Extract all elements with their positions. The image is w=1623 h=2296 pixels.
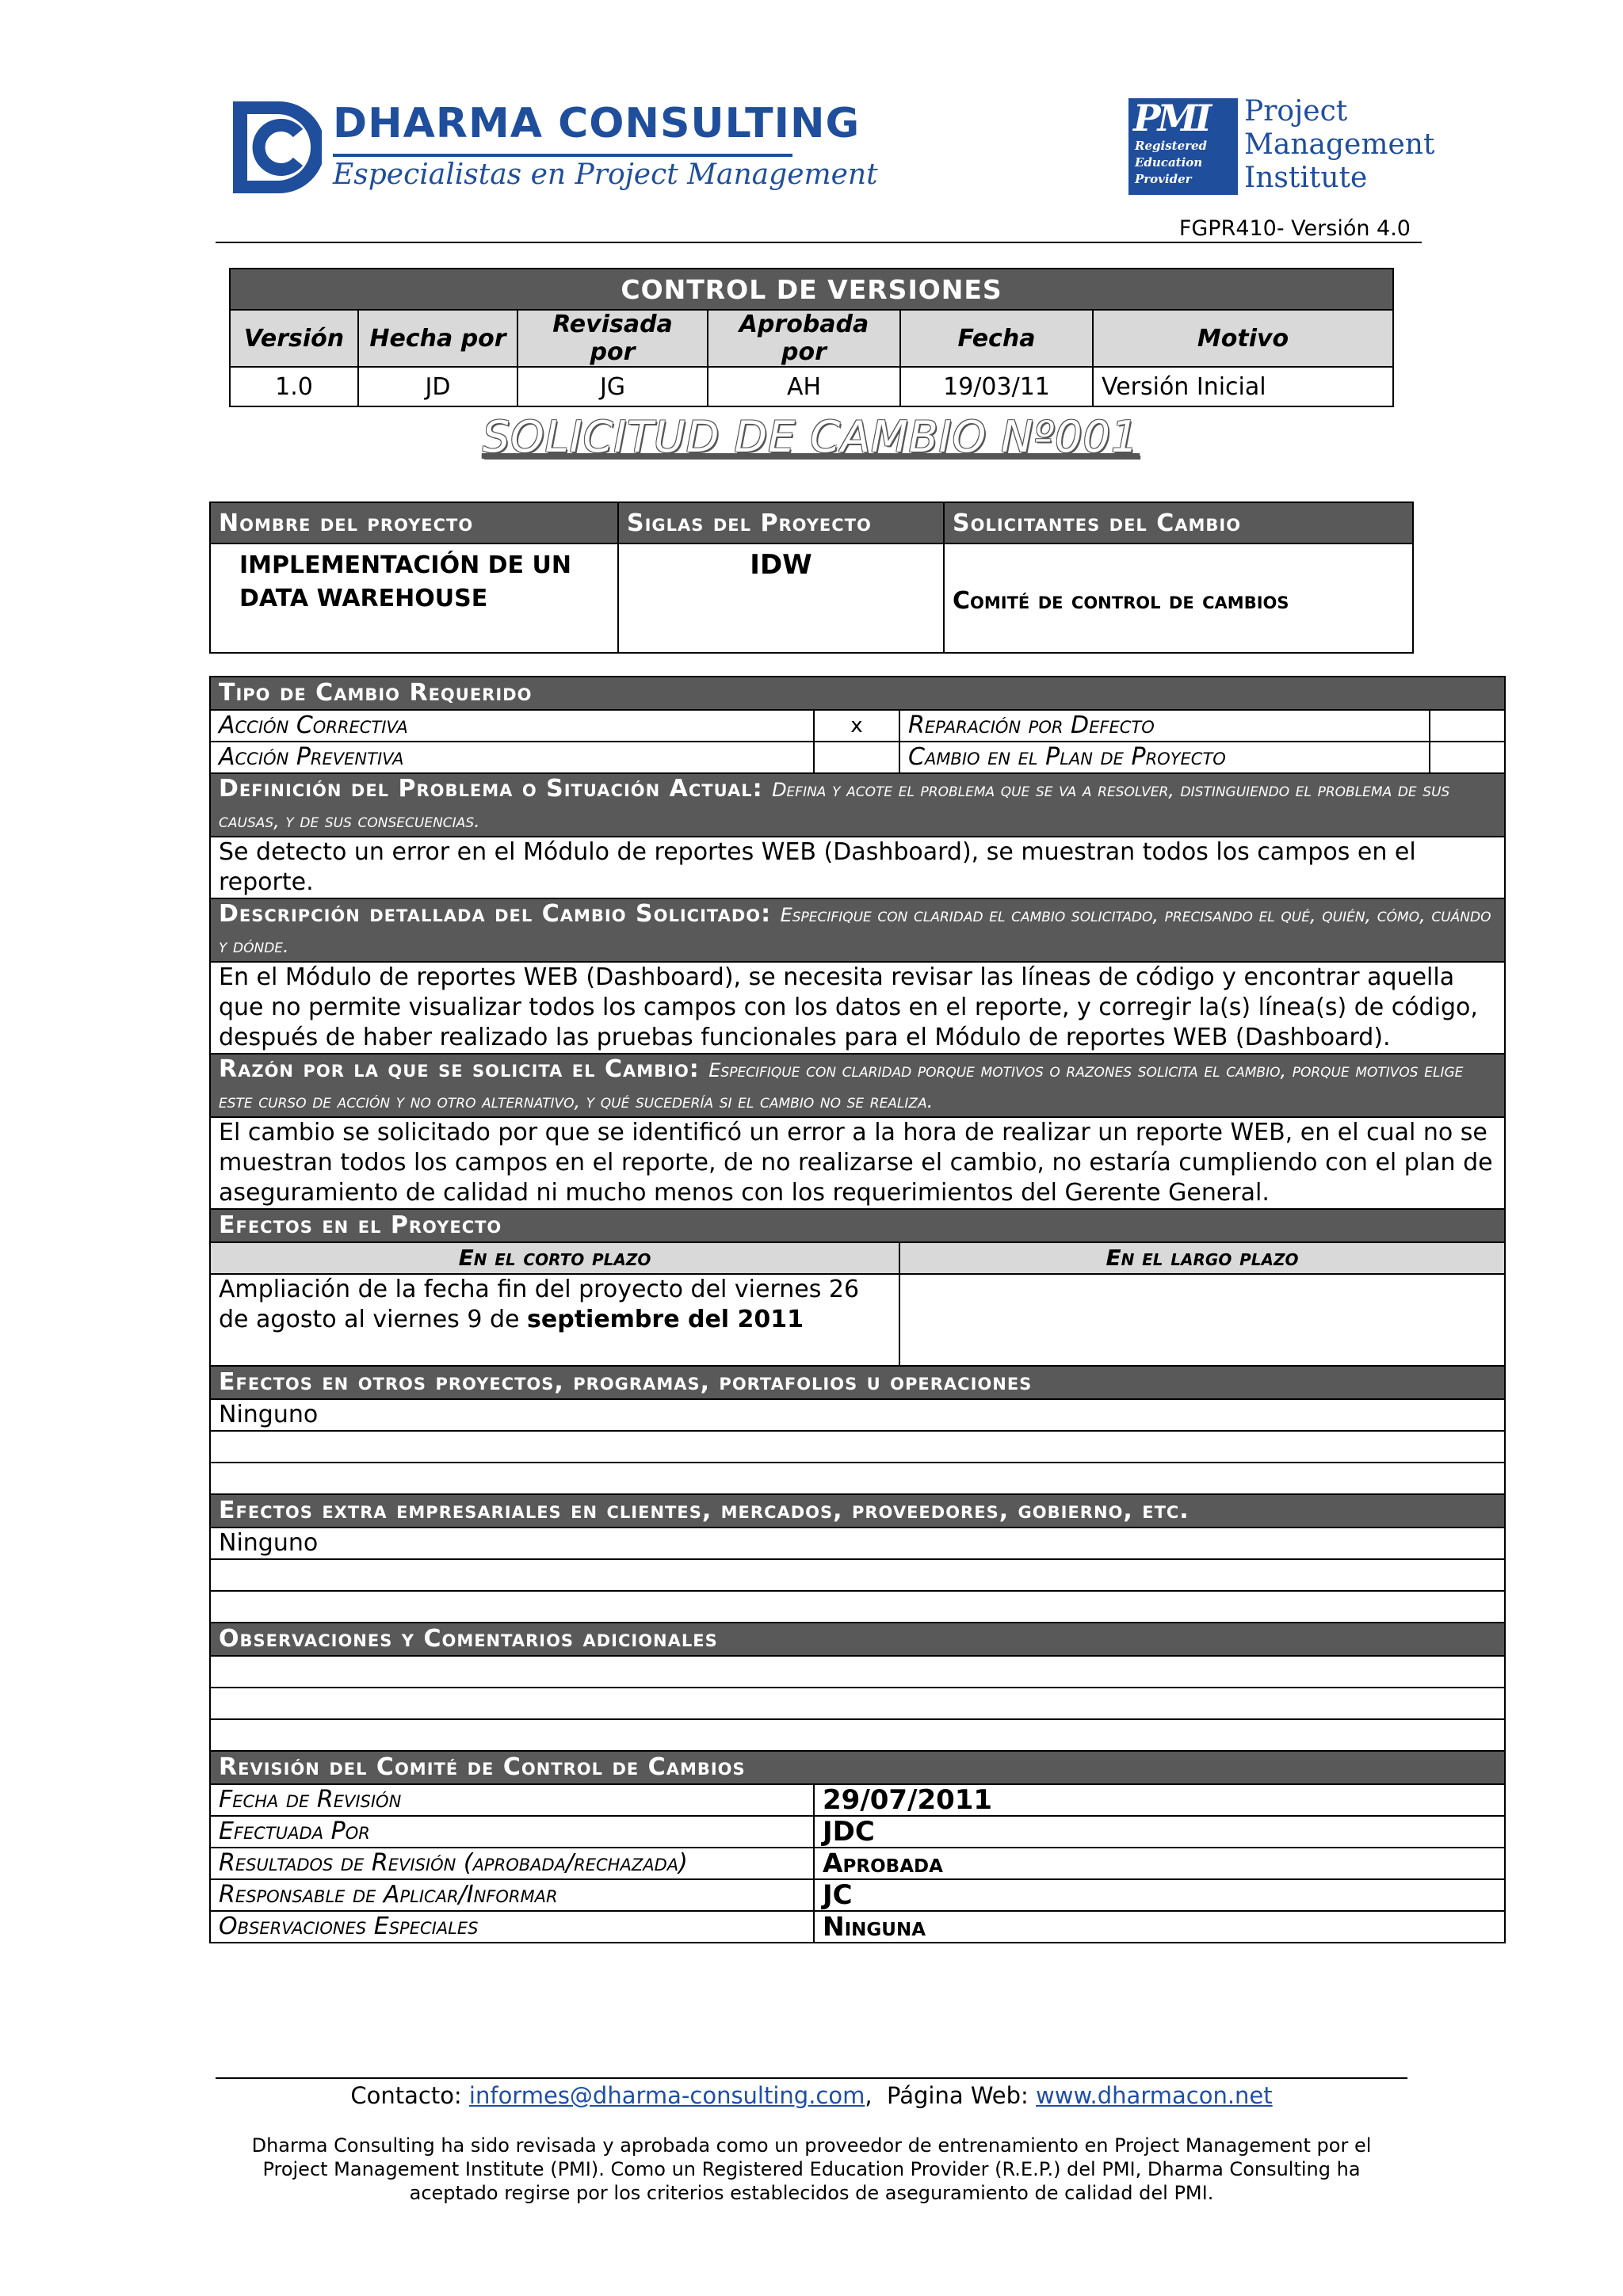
- review-row: [210, 1816, 1505, 1848]
- observations-field: [210, 1656, 1505, 1688]
- review-title: Revisión del Comité de Control de Cambios: [210, 1751, 1505, 1784]
- project-name-header: Nombre del proyecto: [210, 502, 618, 543]
- reason-text: El cambio se solicitado por que se identificó un error a la hora de realizar un reporte WEB, en el cual no se muestran todos los campos en el reporte, de no realizarse el cambio, no estaría cumpliendo con el plan de aseguramiento de calidad ni mucho menos con los requerimientos del Gerente General.: [210, 1117, 1505, 1209]
- website-link[interactable]: www.dharmacon.net: [1036, 2082, 1273, 2109]
- reviewed-by-header: Revisada por: [517, 310, 708, 367]
- blank-row: [210, 1719, 1505, 1751]
- project-value-row: [210, 543, 1413, 653]
- review-result-label: Resultados de Revisión (aprobada/rechazada): [210, 1848, 814, 1879]
- review-result-value: Aprobada: [814, 1848, 1505, 1879]
- reason-section-header: [210, 1054, 1505, 1117]
- problem-section-header: [210, 773, 1505, 837]
- effects-project-row: [210, 1274, 1505, 1366]
- short-term-text: Ampliación de la fecha fin del proyecto del viernes 26 de agosto al viernes 9 de: [219, 1276, 860, 1333]
- footer-contact: Contacto: informes@dharma-consulting.com, Página Web: www.dharmacon.net: [350, 2082, 1273, 2109]
- version-cell: 1.0: [230, 367, 358, 406]
- web-label: Página Web:: [887, 2082, 1029, 2109]
- blank-row: [210, 1591, 1505, 1623]
- change-request-table: [209, 676, 1506, 1943]
- header-divider: [216, 242, 1422, 243]
- description-title: Descripción detallada del Cambio Solicitado:: [219, 900, 772, 928]
- pmi-logo-letters: PMI: [1133, 97, 1209, 139]
- reason-note: Especifique con claridad porque motivos o razones solicita el cambio, porque motivos elige este curso de acción y no otro alternativo, y qué sucedería si el cambio no se realiza.: [219, 1059, 1464, 1112]
- footer-divider: [216, 2077, 1407, 2079]
- blank-row: [210, 1431, 1505, 1463]
- made-by-cell: JD: [358, 367, 517, 406]
- short-term-header: En el corto plazo: [210, 1242, 899, 1274]
- version-control-table: [229, 268, 1394, 407]
- dharma-logo-tagline: Especialistas en Project Management: [333, 158, 878, 191]
- date-cell: 19/03/11: [900, 367, 1093, 406]
- change-type-row: [210, 710, 1505, 742]
- reviewed-by-value: JDC: [814, 1816, 1505, 1848]
- project-name-value: IMPLEMENTACIÓN DE UN DATA WAREHOUSE: [210, 543, 618, 653]
- version-control-title: CONTROL DE VERSIONES: [230, 269, 1393, 310]
- project-info-table: [209, 502, 1414, 654]
- effects-other-text: Ninguno: [210, 1399, 1505, 1431]
- short-term-effect: [210, 1274, 899, 1366]
- review-date-label: Fecha de Revisión: [210, 1784, 814, 1816]
- preventive-action-checkbox[interactable]: [814, 742, 899, 773]
- blank-row: [210, 1688, 1505, 1719]
- option-corrective-action: Acción Correctiva: [210, 710, 814, 742]
- problem-note: Defina y acote el problema que se va a resolver, distinguiendo el problema de sus causas, y de sus consecuencias.: [219, 779, 1450, 832]
- pmi-logo-text: Project Management Institute: [1244, 95, 1435, 194]
- responsible-label: Responsable de Aplicar/Informar: [210, 1879, 814, 1911]
- contact-label: Contacto:: [350, 2082, 462, 2109]
- dharma-logo-rule: [333, 154, 792, 157]
- approved-by-header: Aprobada por: [708, 310, 900, 367]
- dharma-consulting-logo: [230, 93, 878, 204]
- reviewed-by-label: Efectuada Por: [210, 1816, 814, 1848]
- document-code: FGPR410- Versión 4.0: [1178, 216, 1411, 241]
- review-row: [210, 1848, 1505, 1879]
- effects-project-subheader: [210, 1242, 1505, 1274]
- reviewed-by-cell: JG: [517, 367, 708, 406]
- project-acronym-header: Siglas del Proyecto: [618, 502, 944, 543]
- description-note: Especifique con claridad el cambio solicitado, precisando el qué, quién, cómo, cuándo y dónde.: [219, 904, 1491, 957]
- review-row: [210, 1784, 1505, 1816]
- description-text: En el Módulo de reportes WEB (Dashboard), se necesita revisar las líneas de código y encontrar aquella que no permite visualizar todos los campos con los datos en el reporte, y corregir la(s) línea(s) de código, después de haber realizado las pruebas funcionales para el Módulo de reportes WEB (Dashboard).: [210, 962, 1505, 1054]
- review-row: [210, 1879, 1505, 1911]
- change-type-title: Tipo de Cambio Requerido: [210, 677, 1505, 710]
- version-header-row: [230, 310, 1393, 367]
- effects-external-title: Efectos extra empresariales en clientes, mercados, proveedores, gobierno, etc.: [210, 1494, 1505, 1527]
- option-defect-repair: Reparación por Defecto: [899, 710, 1430, 742]
- option-plan-change: Cambio en el Plan de Proyecto: [899, 742, 1430, 773]
- reason-header: Motivo: [1093, 310, 1393, 367]
- pmi-logo-mark: [1128, 98, 1238, 195]
- problem-title: Definición del Problema o Situación Actual:: [219, 775, 763, 803]
- dharma-logo-icon: [230, 98, 322, 196]
- plan-change-checkbox[interactable]: [1430, 742, 1505, 773]
- long-term-header: En el largo plazo: [899, 1242, 1505, 1274]
- page-title: SOLICITUD DE CAMBIO Nº001: [482, 412, 1140, 462]
- dharma-logo-name: DHARMA CONSULTING: [333, 100, 861, 147]
- long-term-effect: [899, 1274, 1505, 1366]
- footer-disclaimer: Dharma Consulting ha sido revisada y aprobada como un proveedor de entrenamiento en Project Management por el Project Management Institute (PMI). Como un Registered Education Provider (R.E.P.) del PMI, Dharma Consulting ha aceptado regirse por los criterios establecidos de aseguramiento de calidad del PMI.: [251, 2134, 1372, 2204]
- project-header-row: [210, 502, 1413, 543]
- defect-repair-checkbox[interactable]: [1430, 710, 1505, 742]
- pmi-logo: [1128, 95, 1435, 198]
- change-type-row: [210, 742, 1505, 773]
- reason-cell: Versión Inicial: [1093, 367, 1393, 406]
- made-by-header: Hecha por: [358, 310, 517, 367]
- problem-text: Se detecto un error en el Módulo de reportes WEB (Dashboard), se muestran todos los campos en el reporte.: [210, 837, 1505, 898]
- project-acronym-value: IDW: [618, 543, 944, 653]
- responsible-value: JC: [814, 1879, 1505, 1911]
- effects-other-title: Efectos en otros proyectos, programas, portafolios u operaciones: [210, 1366, 1505, 1399]
- short-term-date: septiembre del 2011: [527, 1306, 804, 1333]
- description-section-header: [210, 898, 1505, 962]
- email-link[interactable]: informes@dharma-consulting.com: [468, 2082, 865, 2109]
- effects-external-text: Ninguno: [210, 1527, 1505, 1559]
- blank-row: [210, 1463, 1505, 1494]
- observations-title: Observaciones y Comentarios adicionales: [210, 1623, 1505, 1656]
- special-observations-value: Ninguna: [814, 1911, 1505, 1943]
- version-row: [230, 367, 1393, 406]
- date-header: Fecha: [900, 310, 1093, 367]
- option-preventive-action: Acción Preventiva: [210, 742, 814, 773]
- review-row: [210, 1911, 1505, 1943]
- blank-row: [210, 1559, 1505, 1591]
- requesters-value: Comité de control de cambios: [944, 543, 1413, 653]
- corrective-action-checkbox[interactable]: x: [814, 710, 899, 742]
- version-header: Versión: [230, 310, 358, 367]
- pmi-logo-rep: Registered Education Provider: [1135, 139, 1208, 186]
- special-observations-label: Observaciones Especiales: [210, 1911, 814, 1943]
- effects-project-title: Efectos en el Proyecto: [210, 1209, 1505, 1242]
- requesters-header: Solicitantes del Cambio: [944, 502, 1413, 543]
- review-date-value: 29/07/2011: [814, 1784, 1505, 1816]
- reason-title: Razón por la que se solicita el Cambio:: [219, 1055, 700, 1083]
- approved-by-cell: AH: [708, 367, 900, 406]
